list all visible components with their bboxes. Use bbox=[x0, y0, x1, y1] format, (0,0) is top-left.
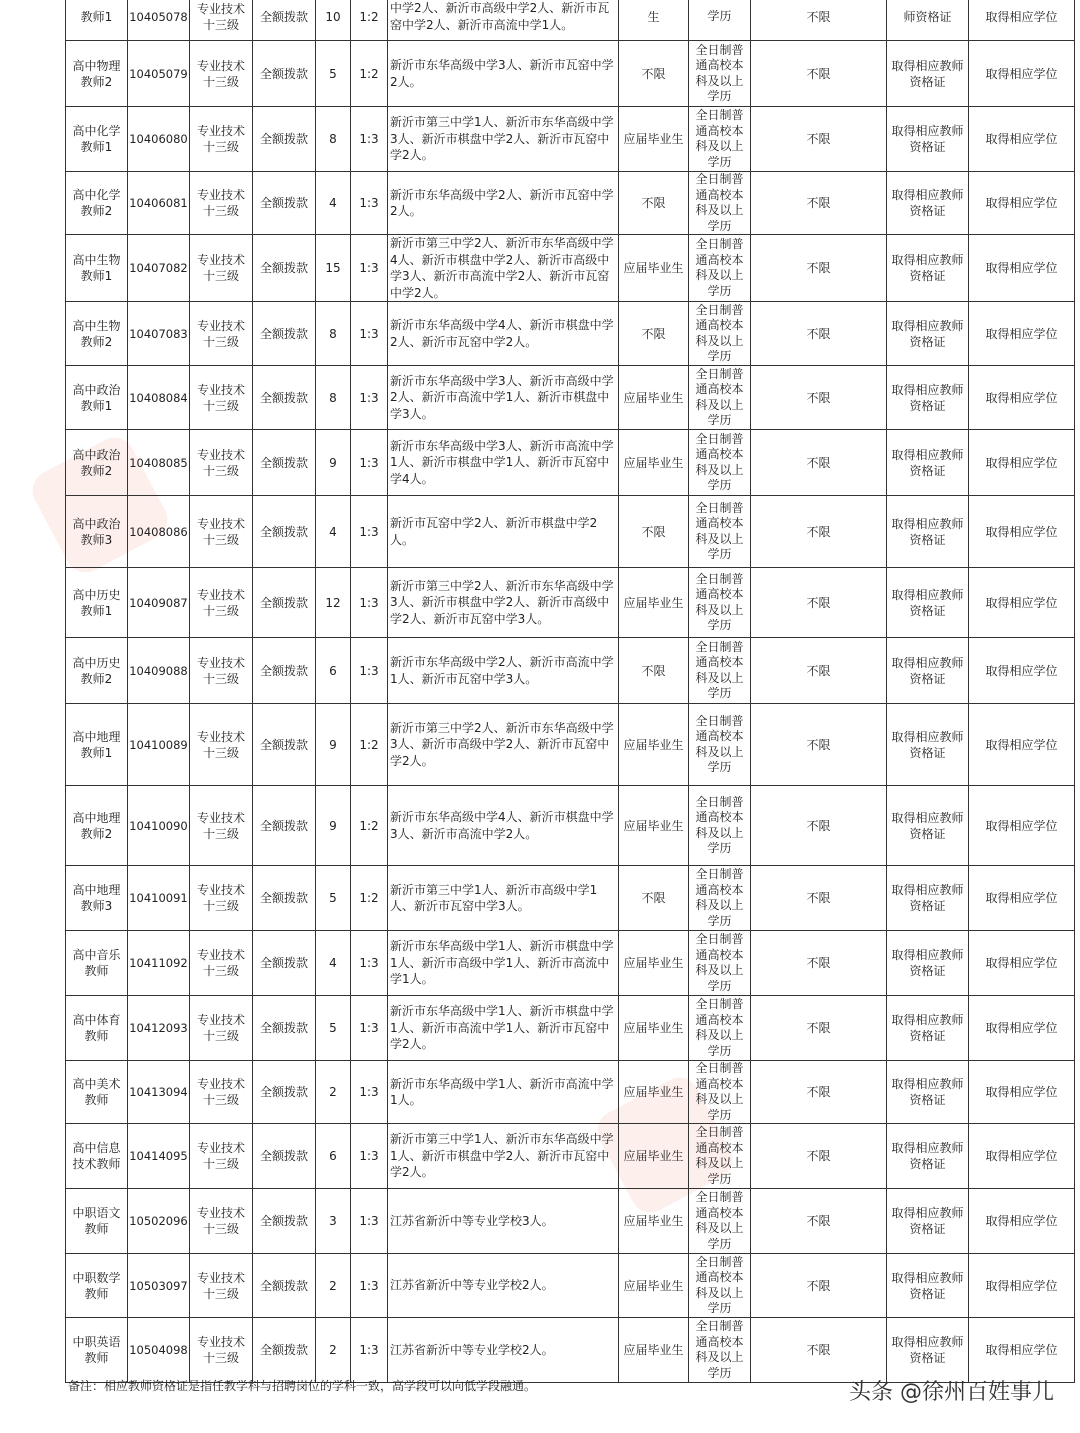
major-cell: 不限 bbox=[751, 1189, 887, 1254]
funding-cell: 全额拨款 bbox=[253, 1318, 316, 1383]
target-cell: 应届毕业生 bbox=[619, 1061, 689, 1124]
major-cell: 不限 bbox=[751, 1254, 887, 1318]
ratio-cell: 1:3 bbox=[351, 1124, 388, 1189]
table-row bbox=[66, 0, 1075, 41]
ratio-cell: 1:2 bbox=[351, 786, 388, 866]
ratio-cell: 1:3 bbox=[351, 1061, 388, 1124]
major-cell: 不限 bbox=[751, 1061, 887, 1124]
level-cell: 专业技术十三级 bbox=[190, 1061, 253, 1124]
locations-cell: 新沂市第三中学2人、新沂市东华高级中学4人、新沂市棋盘中学2人、新沂市高级中学3人、新沂市高流中学2人、新沂市瓦窑中学2人。 bbox=[388, 235, 619, 302]
degree-cell: 取得相应学位 bbox=[969, 496, 1075, 568]
degree-cell: 取得相应学位 bbox=[969, 1189, 1075, 1254]
ratio-cell: 1:3 bbox=[351, 235, 388, 302]
count-cell: 12 bbox=[316, 568, 351, 638]
table-row bbox=[66, 996, 1075, 1061]
degree-cell: 取得相应学位 bbox=[969, 1061, 1075, 1124]
code-cell: 10411092 bbox=[128, 931, 190, 996]
major-cell: 不限 bbox=[751, 568, 887, 638]
ratio-cell: 1:3 bbox=[351, 638, 388, 704]
source-credit: 头条 @徐州百姓事儿 bbox=[849, 1380, 1054, 1405]
target-cell: 应届毕业生 bbox=[619, 1124, 689, 1189]
cert-cell: 取得相应教师资格证 bbox=[887, 786, 969, 866]
degree-cell: 取得相应学位 bbox=[969, 235, 1075, 302]
funding-cell: 全额拨款 bbox=[253, 0, 316, 41]
major-cell: 不限 bbox=[751, 1318, 887, 1383]
level-cell: 专业技术十三级 bbox=[190, 107, 253, 172]
cert-cell: 取得相应教师资格证 bbox=[887, 235, 969, 302]
education-cell: 全日制普通高校本科及以上学历 bbox=[689, 172, 751, 235]
funding-cell: 全额拨款 bbox=[253, 786, 316, 866]
level-cell: 专业技术十三级 bbox=[190, 1254, 253, 1318]
education-cell: 全日制普通高校本科及以上学历 bbox=[689, 430, 751, 496]
code-cell: 10410090 bbox=[128, 786, 190, 866]
degree-cell: 取得相应学位 bbox=[969, 568, 1075, 638]
post-cell: 高中化学教师1 bbox=[66, 107, 128, 172]
target-cell: 应届毕业生 bbox=[619, 1318, 689, 1383]
level-cell: 专业技术十三级 bbox=[190, 41, 253, 107]
education-cell: 全日制普通高校本科及以上学历 bbox=[689, 1061, 751, 1124]
locations-cell: 新沂市第三中学2人、新沂市东华高级中学3人、新沂市高级中学2人、新沂市瓦窑中学2人。 bbox=[388, 704, 619, 786]
count-cell: 8 bbox=[316, 107, 351, 172]
major-cell: 不限 bbox=[751, 786, 887, 866]
level-cell: 专业技术十三级 bbox=[190, 866, 253, 931]
locations-cell: 新沂市东华高级中学2人、新沂市瓦窑中学2人。 bbox=[388, 172, 619, 235]
count-cell: 8 bbox=[316, 366, 351, 430]
funding-cell: 全额拨款 bbox=[253, 866, 316, 931]
table-row bbox=[66, 931, 1075, 996]
table-row bbox=[66, 1189, 1075, 1254]
ratio-cell: 1:3 bbox=[351, 107, 388, 172]
cert-cell: 取得相应教师资格证 bbox=[887, 1318, 969, 1383]
degree-cell: 取得相应学位 bbox=[969, 704, 1075, 786]
target-cell: 不限 bbox=[619, 866, 689, 931]
level-cell: 专业技术十三级 bbox=[190, 1189, 253, 1254]
education-cell: 全日制普通高校本科及以上学历 bbox=[689, 1124, 751, 1189]
table-row bbox=[66, 430, 1075, 496]
table-row bbox=[66, 704, 1075, 786]
degree-cell: 取得相应学位 bbox=[969, 366, 1075, 430]
locations-cell: 新沂市第三中学1人、新沂市东华高级中学3人、新沂市棋盘中学2人、新沂市瓦窑中学2人。 bbox=[388, 107, 619, 172]
post-cell: 高中地理教师2 bbox=[66, 786, 128, 866]
ratio-cell: 1:3 bbox=[351, 931, 388, 996]
table-row bbox=[66, 1061, 1075, 1124]
ratio-cell: 1:3 bbox=[351, 1254, 388, 1318]
cert-cell: 取得相应教师资格证 bbox=[887, 41, 969, 107]
target-cell: 不限 bbox=[619, 302, 689, 366]
cert-cell: 取得相应教师资格证 bbox=[887, 704, 969, 786]
target-cell: 不限 bbox=[619, 41, 689, 107]
major-cell: 不限 bbox=[751, 302, 887, 366]
ratio-cell: 1:2 bbox=[351, 0, 388, 41]
ratio-cell: 1:2 bbox=[351, 704, 388, 786]
table-row bbox=[66, 1254, 1075, 1318]
code-cell: 10405078 bbox=[128, 0, 190, 41]
education-cell: 全日制普通高校本科及以上学历 bbox=[689, 786, 751, 866]
level-cell: 专业技术十三级 bbox=[190, 302, 253, 366]
funding-cell: 全额拨款 bbox=[253, 704, 316, 786]
table-row bbox=[66, 638, 1075, 704]
degree-cell: 取得相应学位 bbox=[969, 786, 1075, 866]
table-row bbox=[66, 41, 1075, 107]
education-cell: 全日制普通高校本科及以上学历 bbox=[689, 496, 751, 568]
target-cell: 应届毕业生 bbox=[619, 235, 689, 302]
post-cell: 高中政治教师1 bbox=[66, 366, 128, 430]
table-row bbox=[66, 568, 1075, 638]
education-cell: 全日制普通高校本科及以上学历 bbox=[689, 931, 751, 996]
funding-cell: 全额拨款 bbox=[253, 430, 316, 496]
post-cell: 中职数学教师 bbox=[66, 1254, 128, 1318]
ratio-cell: 1:3 bbox=[351, 302, 388, 366]
count-cell: 5 bbox=[316, 866, 351, 931]
major-cell: 不限 bbox=[751, 366, 887, 430]
major-cell: 不限 bbox=[751, 866, 887, 931]
education-cell: 全日制普通高校本科及以上学历 bbox=[689, 568, 751, 638]
code-cell: 10409088 bbox=[128, 638, 190, 704]
education-cell: 全日制普通高校本科及以上学历 bbox=[689, 704, 751, 786]
post-cell: 高中化学教师2 bbox=[66, 172, 128, 235]
post-cell: 高中美术教师 bbox=[66, 1061, 128, 1124]
post-cell: 高中历史教师2 bbox=[66, 638, 128, 704]
degree-cell: 取得相应学位 bbox=[969, 107, 1075, 172]
table-row bbox=[66, 235, 1075, 302]
count-cell: 9 bbox=[316, 786, 351, 866]
post-cell: 高中生物教师2 bbox=[66, 302, 128, 366]
major-cell: 不限 bbox=[751, 0, 887, 41]
cert-cell: 取得相应教师资格证 bbox=[887, 496, 969, 568]
table-row bbox=[66, 107, 1075, 172]
education-cell: 全日制普通高校本科及以上学历 bbox=[689, 366, 751, 430]
level-cell: 专业技术十三级 bbox=[190, 996, 253, 1061]
cert-cell: 取得相应教师资格证 bbox=[887, 1061, 969, 1124]
target-cell: 应届毕业生 bbox=[619, 786, 689, 866]
table-row bbox=[66, 496, 1075, 568]
locations-cell: 新沂市东华高级中学1人、新沂市棋盘中学1人、新沂市高级中学1人、新沂市高流中学1人。 bbox=[388, 931, 619, 996]
funding-cell: 全额拨款 bbox=[253, 1124, 316, 1189]
education-cell: 全日制普通高校本科及以上学历 bbox=[689, 302, 751, 366]
ratio-cell: 1:3 bbox=[351, 496, 388, 568]
code-cell: 10414095 bbox=[128, 1124, 190, 1189]
code-cell: 10409087 bbox=[128, 568, 190, 638]
cert-cell: 取得相应教师资格证 bbox=[887, 366, 969, 430]
major-cell: 不限 bbox=[751, 996, 887, 1061]
degree-cell: 取得相应学位 bbox=[969, 996, 1075, 1061]
code-cell: 10412093 bbox=[128, 996, 190, 1061]
count-cell: 5 bbox=[316, 41, 351, 107]
table-row bbox=[66, 172, 1075, 235]
major-cell: 不限 bbox=[751, 638, 887, 704]
table-row bbox=[66, 786, 1075, 866]
major-cell: 不限 bbox=[751, 704, 887, 786]
funding-cell: 全额拨款 bbox=[253, 1254, 316, 1318]
level-cell: 专业技术十三级 bbox=[190, 235, 253, 302]
cert-cell: 取得相应教师资格证 bbox=[887, 1189, 969, 1254]
post-cell: 高中政治教师2 bbox=[66, 430, 128, 496]
locations-cell: 新沂市东华高级中学2人、新沂市高流中学1人、新沂市瓦窑中学3人。 bbox=[388, 638, 619, 704]
post-cell: 高中信息技术教师 bbox=[66, 1124, 128, 1189]
recruitment-table bbox=[65, 0, 1075, 1383]
locations-cell: 新沂市第三中学1人、新沂市高级中学1人、新沂市瓦窑中学3人。 bbox=[388, 866, 619, 931]
code-cell: 10503097 bbox=[128, 1254, 190, 1318]
education-cell: 全日制普通高校本科及以上学历 bbox=[689, 996, 751, 1061]
degree-cell: 取得相应学位 bbox=[969, 172, 1075, 235]
post-cell: 高中生物教师1 bbox=[66, 235, 128, 302]
cert-cell: 取得相应教师资格证 bbox=[887, 107, 969, 172]
level-cell: 专业技术十三级 bbox=[190, 366, 253, 430]
count-cell: 6 bbox=[316, 638, 351, 704]
code-cell: 10407082 bbox=[128, 235, 190, 302]
cert-cell: 取得相应教师资格证 bbox=[887, 866, 969, 931]
major-cell: 不限 bbox=[751, 107, 887, 172]
locations-cell: 江苏省新沂中等专业学校2人。 bbox=[388, 1318, 619, 1383]
locations-cell: 新沂市东华高级中学4人、新沂市棋盘中学2人、新沂市瓦窑中学2人。 bbox=[388, 302, 619, 366]
cert-cell: 取得相应教师资格证 bbox=[887, 430, 969, 496]
locations-cell: 中学2人、新沂市高级中学2人、新沂市瓦窑中学2人、新沂市高流中学1人。 bbox=[388, 0, 619, 41]
post-cell: 高中音乐教师 bbox=[66, 931, 128, 996]
ratio-cell: 1:3 bbox=[351, 1318, 388, 1383]
target-cell: 不限 bbox=[619, 638, 689, 704]
locations-cell: 新沂市第三中学1人、新沂市东华高级中学1人、新沂市棋盘中学2人、新沂市瓦窑中学2人。 bbox=[388, 1124, 619, 1189]
post-cell: 教师1 bbox=[66, 0, 128, 41]
education-cell: 学历 bbox=[689, 0, 751, 41]
count-cell: 9 bbox=[316, 704, 351, 786]
code-cell: 10408084 bbox=[128, 366, 190, 430]
education-cell: 全日制普通高校本科及以上学历 bbox=[689, 638, 751, 704]
locations-cell: 新沂市第三中学2人、新沂市东华高级中学3人、新沂市棋盘中学2人、新沂市高级中学2人、新沂市瓦窑中学3人。 bbox=[388, 568, 619, 638]
target-cell: 应届毕业生 bbox=[619, 996, 689, 1061]
ratio-cell: 1:3 bbox=[351, 1189, 388, 1254]
target-cell: 不限 bbox=[619, 172, 689, 235]
count-cell: 4 bbox=[316, 172, 351, 235]
locations-cell: 新沂市东华高级中学3人、新沂市高流中学1人、新沂市棋盘中学1人、新沂市瓦窑中学4人。 bbox=[388, 430, 619, 496]
count-cell: 2 bbox=[316, 1254, 351, 1318]
funding-cell: 全额拨款 bbox=[253, 107, 316, 172]
level-cell: 专业技术十三级 bbox=[190, 704, 253, 786]
cert-cell: 取得相应教师资格证 bbox=[887, 996, 969, 1061]
count-cell: 6 bbox=[316, 1124, 351, 1189]
target-cell: 应届毕业生 bbox=[619, 366, 689, 430]
level-cell: 专业技术十三级 bbox=[190, 1318, 253, 1383]
major-cell: 不限 bbox=[751, 430, 887, 496]
funding-cell: 全额拨款 bbox=[253, 638, 316, 704]
table-row bbox=[66, 302, 1075, 366]
code-cell: 10408086 bbox=[128, 496, 190, 568]
count-cell: 5 bbox=[316, 996, 351, 1061]
table-row bbox=[66, 1318, 1075, 1383]
major-cell: 不限 bbox=[751, 1124, 887, 1189]
degree-cell: 取得相应学位 bbox=[969, 0, 1075, 41]
ratio-cell: 1:2 bbox=[351, 866, 388, 931]
post-cell: 高中地理教师3 bbox=[66, 866, 128, 931]
education-cell: 全日制普通高校本科及以上学历 bbox=[689, 1318, 751, 1383]
cert-cell: 取得相应教师资格证 bbox=[887, 1124, 969, 1189]
target-cell: 应届毕业生 bbox=[619, 430, 689, 496]
funding-cell: 全额拨款 bbox=[253, 996, 316, 1061]
ratio-cell: 1:3 bbox=[351, 568, 388, 638]
code-cell: 10407083 bbox=[128, 302, 190, 366]
post-cell: 高中地理教师1 bbox=[66, 704, 128, 786]
ratio-cell: 1:3 bbox=[351, 996, 388, 1061]
table-row bbox=[66, 366, 1075, 430]
cert-cell: 取得相应教师资格证 bbox=[887, 172, 969, 235]
post-cell: 高中体育教师 bbox=[66, 996, 128, 1061]
major-cell: 不限 bbox=[751, 496, 887, 568]
funding-cell: 全额拨款 bbox=[253, 235, 316, 302]
target-cell: 应届毕业生 bbox=[619, 568, 689, 638]
funding-cell: 全额拨款 bbox=[253, 172, 316, 235]
education-cell: 全日制普通高校本科及以上学历 bbox=[689, 41, 751, 107]
locations-cell: 新沂市东华高级中学4人、新沂市棋盘中学3人、新沂市高流中学2人。 bbox=[388, 786, 619, 866]
funding-cell: 全额拨款 bbox=[253, 496, 316, 568]
funding-cell: 全额拨款 bbox=[253, 931, 316, 996]
education-cell: 全日制普通高校本科及以上学历 bbox=[689, 1189, 751, 1254]
post-cell: 高中政治教师3 bbox=[66, 496, 128, 568]
degree-cell: 取得相应学位 bbox=[969, 41, 1075, 107]
count-cell: 4 bbox=[316, 931, 351, 996]
target-cell: 应届毕业生 bbox=[619, 1254, 689, 1318]
post-cell: 高中历史教师1 bbox=[66, 568, 128, 638]
cert-cell: 取得相应教师资格证 bbox=[887, 1254, 969, 1318]
funding-cell: 全额拨款 bbox=[253, 568, 316, 638]
code-cell: 10406080 bbox=[128, 107, 190, 172]
count-cell: 3 bbox=[316, 1189, 351, 1254]
cert-cell: 师资格证 bbox=[887, 0, 969, 41]
count-cell: 4 bbox=[316, 496, 351, 568]
level-cell: 专业技术十三级 bbox=[190, 931, 253, 996]
cert-cell: 取得相应教师资格证 bbox=[887, 302, 969, 366]
table-row bbox=[66, 866, 1075, 931]
degree-cell: 取得相应学位 bbox=[969, 302, 1075, 366]
cert-cell: 取得相应教师资格证 bbox=[887, 638, 969, 704]
level-cell: 专业技术十三级 bbox=[190, 172, 253, 235]
target-cell: 应届毕业生 bbox=[619, 931, 689, 996]
post-cell: 中职英语教师 bbox=[66, 1318, 128, 1383]
code-cell: 10413094 bbox=[128, 1061, 190, 1124]
locations-cell: 新沂市东华高级中学3人、新沂市高级中学2人、新沂市高流中学1人、新沂市棋盘中学3人。 bbox=[388, 366, 619, 430]
level-cell: 专业技术十三级 bbox=[190, 430, 253, 496]
table-row bbox=[66, 1124, 1075, 1189]
degree-cell: 取得相应学位 bbox=[969, 1254, 1075, 1318]
code-cell: 10502096 bbox=[128, 1189, 190, 1254]
ratio-cell: 1:3 bbox=[351, 430, 388, 496]
target-cell: 应届毕业生 bbox=[619, 1189, 689, 1254]
count-cell: 9 bbox=[316, 430, 351, 496]
level-cell: 专业技术十三级 bbox=[190, 1124, 253, 1189]
level-cell: 专业技术十三级 bbox=[190, 638, 253, 704]
cert-cell: 取得相应教师资格证 bbox=[887, 931, 969, 996]
education-cell: 全日制普通高校本科及以上学历 bbox=[689, 866, 751, 931]
major-cell: 不限 bbox=[751, 172, 887, 235]
level-cell: 专业技术十三级 bbox=[190, 568, 253, 638]
major-cell: 不限 bbox=[751, 931, 887, 996]
code-cell: 10410089 bbox=[128, 704, 190, 786]
count-cell: 8 bbox=[316, 302, 351, 366]
level-cell: 专业技术十三级 bbox=[190, 496, 253, 568]
education-cell: 全日制普通高校本科及以上学历 bbox=[689, 235, 751, 302]
funding-cell: 全额拨款 bbox=[253, 41, 316, 107]
count-cell: 10 bbox=[316, 0, 351, 41]
code-cell: 10408085 bbox=[128, 430, 190, 496]
degree-cell: 取得相应学位 bbox=[969, 430, 1075, 496]
count-cell: 2 bbox=[316, 1061, 351, 1124]
major-cell: 不限 bbox=[751, 235, 887, 302]
locations-cell: 江苏省新沂中等专业学校2人。 bbox=[388, 1254, 619, 1318]
locations-cell: 新沂市瓦窑中学2人、新沂市棋盘中学2人。 bbox=[388, 496, 619, 568]
ratio-cell: 1:3 bbox=[351, 366, 388, 430]
funding-cell: 全额拨款 bbox=[253, 1061, 316, 1124]
education-cell: 全日制普通高校本科及以上学历 bbox=[689, 107, 751, 172]
locations-cell: 新沂市东华高级中学1人、新沂市高流中学1人。 bbox=[388, 1061, 619, 1124]
ratio-cell: 1:2 bbox=[351, 41, 388, 107]
code-cell: 10410091 bbox=[128, 866, 190, 931]
degree-cell: 取得相应学位 bbox=[969, 638, 1075, 704]
code-cell: 10504098 bbox=[128, 1318, 190, 1383]
funding-cell: 全额拨款 bbox=[253, 302, 316, 366]
code-cell: 10406081 bbox=[128, 172, 190, 235]
degree-cell: 取得相应学位 bbox=[969, 1318, 1075, 1383]
locations-cell: 新沂市东华高级中学1人、新沂市棋盘中学1人、新沂市高流中学1人、新沂市瓦窑中学2人。 bbox=[388, 996, 619, 1061]
degree-cell: 取得相应学位 bbox=[969, 1124, 1075, 1189]
funding-cell: 全额拨款 bbox=[253, 1189, 316, 1254]
education-cell: 全日制普通高校本科及以上学历 bbox=[689, 1254, 751, 1318]
locations-cell: 新沂市东华高级中学3人、新沂市瓦窑中学2人。 bbox=[388, 41, 619, 107]
post-cell: 中职语文教师 bbox=[66, 1189, 128, 1254]
major-cell: 不限 bbox=[751, 41, 887, 107]
cert-cell: 取得相应教师资格证 bbox=[887, 568, 969, 638]
ratio-cell: 1:3 bbox=[351, 172, 388, 235]
count-cell: 15 bbox=[316, 235, 351, 302]
degree-cell: 取得相应学位 bbox=[969, 866, 1075, 931]
locations-cell: 江苏省新沂中等专业学校3人。 bbox=[388, 1189, 619, 1254]
target-cell: 应届毕业生 bbox=[619, 107, 689, 172]
footnote: 备注：相应教师资格证是指任教学科与招聘岗位的学科一致，高学段可以向低学段融通。 bbox=[68, 1379, 537, 1393]
level-cell: 专业技术十三级 bbox=[190, 0, 253, 41]
level-cell: 专业技术十三级 bbox=[190, 786, 253, 866]
target-cell: 应届毕业生 bbox=[619, 704, 689, 786]
post-cell: 高中物理教师2 bbox=[66, 41, 128, 107]
funding-cell: 全额拨款 bbox=[253, 366, 316, 430]
code-cell: 10405079 bbox=[128, 41, 190, 107]
target-cell: 不限 bbox=[619, 496, 689, 568]
target-cell: 生 bbox=[619, 0, 689, 41]
count-cell: 2 bbox=[316, 1318, 351, 1383]
degree-cell: 取得相应学位 bbox=[969, 931, 1075, 996]
